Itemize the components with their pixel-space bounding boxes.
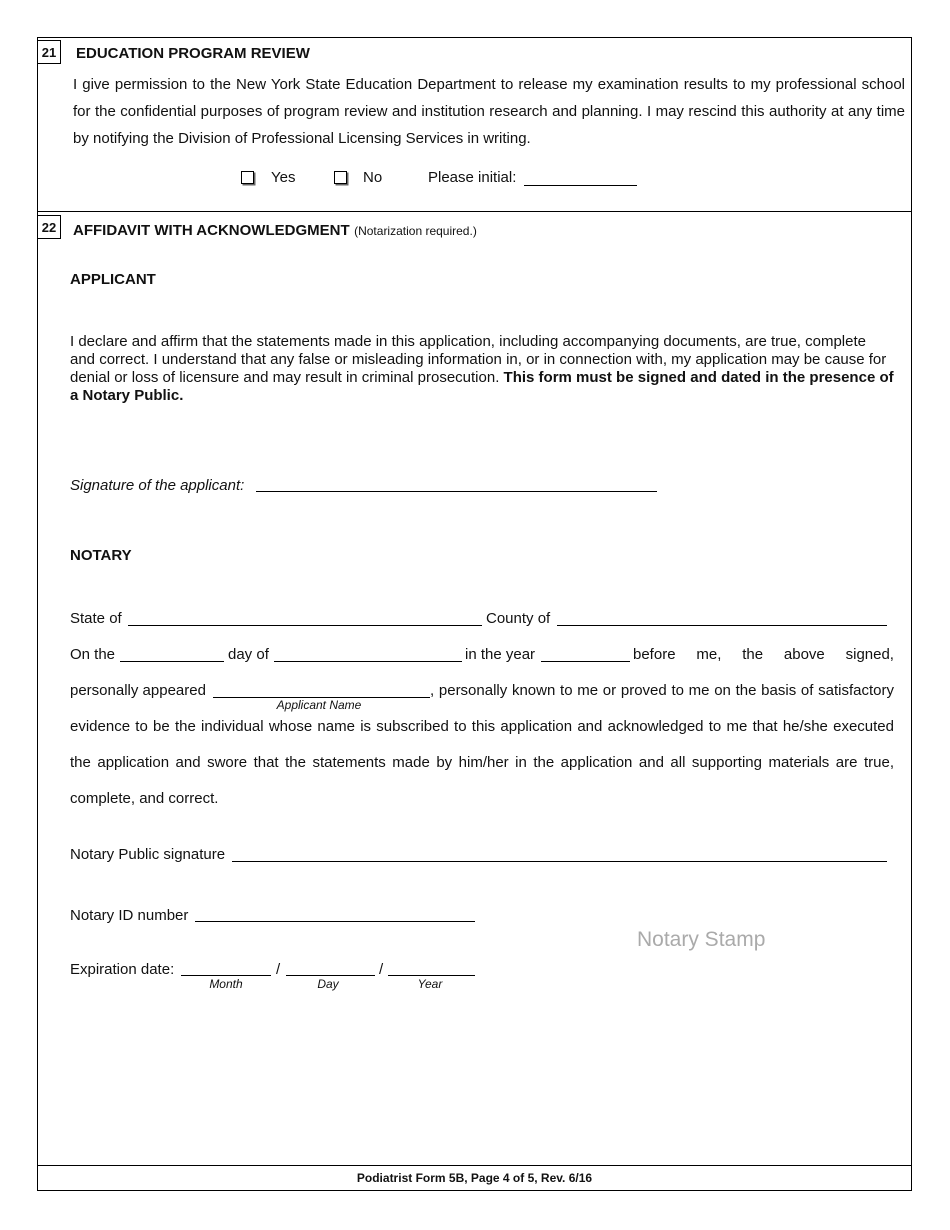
in-the-year-label: in the year: [465, 646, 536, 663]
day-of-label: day of: [228, 646, 269, 663]
application-line: the application and swore that the statements made by him/her in the application and all supporting materials are true,: [70, 754, 894, 771]
signature-label: Signature of the applicant:: [70, 477, 245, 494]
notary-heading: NOTARY: [70, 547, 132, 564]
declaration-text: I declare and affirm that the statements made in this application, including accompanying documents, are true, complete and correct. I understand that any false or misleading information in, or in connection with, my application may be cause for denial or loss of licensure and may result in criminal prosecution.: [70, 333, 887, 386]
notary-signature-field[interactable]: [232, 861, 887, 862]
yes-checkbox[interactable]: [241, 171, 254, 184]
footer-divider: [37, 1165, 912, 1166]
expiration-month-field[interactable]: [181, 975, 271, 976]
section-divider: [37, 211, 912, 212]
declaration-bold-text: This form must be signed and dated in the presence of a Notary Public.: [70, 369, 894, 404]
word: before: [633, 646, 676, 663]
county-label: County of: [486, 610, 551, 627]
state-field[interactable]: [128, 625, 482, 626]
complete-line: complete, and correct.: [70, 790, 219, 807]
date-separator: /: [379, 961, 384, 978]
month-name-field[interactable]: [274, 661, 462, 662]
day-number-field[interactable]: [120, 661, 224, 662]
day-caption: Day: [317, 977, 339, 991]
yes-label: Yes: [271, 169, 296, 186]
expiration-date-label: Expiration date:: [70, 961, 175, 978]
notary-signature-label: Notary Public signature: [70, 846, 226, 863]
before-me-text: [633, 646, 894, 663]
section-number-text: 21: [41, 44, 57, 60]
state-label: State of: [70, 610, 122, 627]
county-field[interactable]: [557, 625, 887, 626]
section-number-22: [37, 215, 61, 239]
initial-field[interactable]: [524, 185, 637, 186]
word: above: [783, 646, 825, 663]
applicant-signature-field[interactable]: [256, 491, 657, 492]
evidence-line: evidence to be the individual whose name is subscribed to this application and acknowledged to me that he/she executed: [70, 718, 894, 735]
word: me,: [696, 646, 722, 663]
no-checkbox[interactable]: [334, 171, 347, 184]
personally-known-text: , personally known to me or proved to me on the basis of satisfactory: [430, 682, 894, 699]
year-field[interactable]: [541, 661, 630, 662]
month-caption: Month: [209, 977, 243, 991]
personally-appeared-label: personally appeared: [70, 682, 206, 699]
affidavit-heading: AFFIDAVIT WITH ACKNOWLEDGMENT: [73, 222, 350, 239]
section-22-title: [73, 222, 477, 240]
section-number-21: [37, 40, 61, 64]
initial-label: Please initial:: [428, 169, 517, 186]
word: signed,: [845, 646, 894, 663]
expiration-day-field[interactable]: [286, 975, 375, 976]
date-separator: /: [276, 961, 281, 978]
declaration-paragraph: [70, 333, 895, 405]
applicant-heading: APPLICANT: [70, 271, 156, 288]
notary-id-label: Notary ID number: [70, 907, 189, 924]
section-21-title: EDUCATION PROGRAM REVIEW: [76, 45, 310, 62]
applicant-name-caption: Applicant Name: [276, 698, 362, 712]
notarization-note: (Notarization required.): [354, 224, 477, 238]
word: the: [742, 646, 764, 663]
notary-stamp-placeholder: Notary Stamp: [637, 928, 766, 951]
education-review-paragraph: I give permission to the New York State Education Department to release my examination results to my professional school for the confidential purposes of program review and institution research and planning. I may rescind this authority at any time by notifying the Division of Professional Licensing Services in writing.: [73, 76, 905, 147]
expiration-year-field[interactable]: [388, 975, 475, 976]
on-the-label: On the: [70, 646, 116, 663]
section-number-text: 22: [41, 219, 57, 235]
notary-id-field[interactable]: [195, 921, 475, 922]
no-label: No: [363, 169, 383, 186]
form-footer: Podiatrist Form 5B, Page 4 of 5, Rev. 6/16: [356, 1171, 593, 1185]
year-caption: Year: [417, 977, 443, 991]
